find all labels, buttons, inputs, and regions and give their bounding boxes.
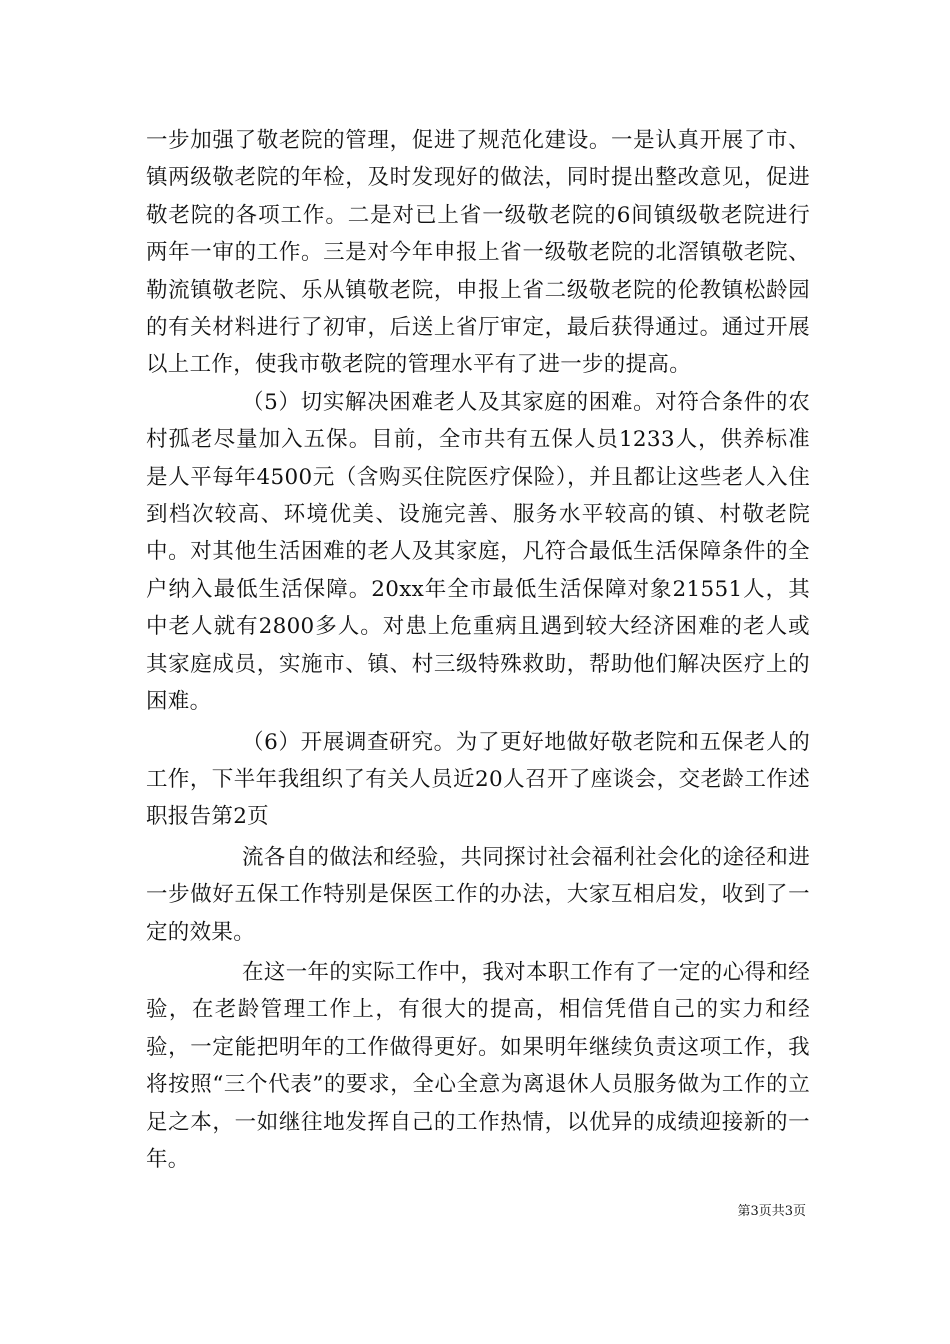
page-number-footer: 第3页共3页 — [737, 1204, 806, 1219]
document-body — [146, 122, 810, 1178]
paragraph-2: （5）切实解决困难老人及其家庭的困难。对符合条件的农村孤老尽量加入五保。目前，全市共有五保人员1233人，供养标准是人平每年4500元（含购买住院医疗保险），并且都让这些老人入住到档次较高、环境优美、设施完善、服务水平较高的镇、村敬老院中。对其他生活困难的老人及其家庭，凡符合最低生活保障条件的全户纳入最低生活保障。20xx年全市最低生活保障对象21551人，其中老人就有2800多人。对患上危重病且遇到较大经济困难的老人或其家庭成员，实施市、镇、村三级特殊救助，帮助他们解决医疗上的困难。 — [146, 389, 810, 715]
paragraph-1: 一步加强了敬老院的管理，促进了规范化建设。一是认真开展了市、镇两级敬老院的年检，及时发现好的做法，同时提出整改意见，促进敬老院的各项工作。二是对已上省一级敬老院的6间镇级敬老院进行两年一审的工作。三是对今年申报上省一级敬老院的北滘镇敬老院、勒流镇敬老院、乐从镇敬老院，申报上省二级敬老院的伦教镇松龄园的有关材料进行了初审，后送上省厅审定，最后获得通过。通过开展以上工作，使我市敬老院的管理水平有了进一步的提高。 — [146, 128, 810, 378]
paragraph-4: 流各自的做法和经验，共同探讨社会福利社会化的途径和进一步做好五保工作特别是保医工作的办法，大家互相启发，收到了一定的效果。 — [146, 844, 810, 945]
paragraph-5: 在这一年的实际工作中，我对本职工作有了一定的心得和经验，在老龄管理工作上，有很大的提高，相信凭借自己的实力和经验，一定能把明年的工作做得更好。如果明年继续负责这项工作，我将按照“三个代表”的要求，全心全意为离退休人员服务做为工作的立足之本，一如继往地发挥自己的工作热情，以优异的成绩迎接新的一年。 — [146, 959, 810, 1172]
paragraph-3: （6）开展调查研究。为了更好地做好敬老院和五保老人的工作，下半年我组织了有关人员近20人召开了座谈会，交老龄工作述职报告第2页 — [146, 729, 810, 830]
